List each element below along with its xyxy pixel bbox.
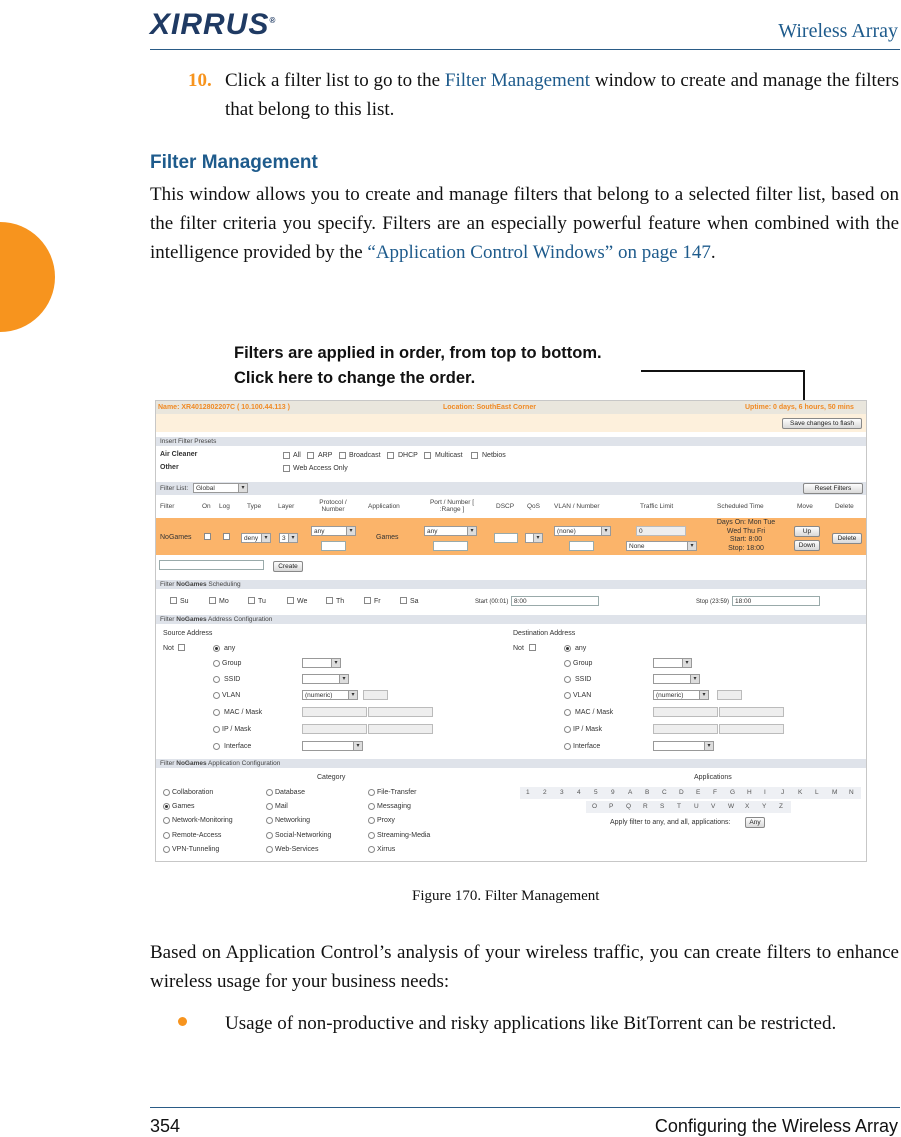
protocol-select[interactable]: any ▾ (311, 526, 356, 536)
app-letter-link[interactable]: Q (626, 803, 632, 810)
dest-ip-radio[interactable] (564, 726, 571, 733)
step-text: Click a filter list to go to the Filter Management window to create and manage the filters that belong to this list. (225, 70, 899, 120)
source-ssid-radio[interactable] (213, 676, 220, 683)
chapter-tab-marker (0, 222, 55, 332)
dest-vlan-radio[interactable] (564, 692, 571, 699)
app-letter-link[interactable]: U (694, 803, 699, 810)
app-letter-link[interactable]: J (781, 789, 785, 796)
app-letter-link[interactable]: M (832, 789, 838, 796)
cat-networking-radio[interactable] (266, 817, 273, 824)
cat-messaging-radio[interactable] (368, 803, 375, 810)
preset-broadcast-checkbox[interactable] (339, 452, 346, 459)
footer-rule (150, 1107, 900, 1108)
app-letter-link[interactable]: D (679, 789, 684, 796)
filter-on-checkbox[interactable] (204, 533, 211, 540)
insert-presets-title: Insert Filter Presets (156, 437, 866, 446)
preset-multicast-checkbox[interactable] (424, 452, 431, 459)
dest-interface-select[interactable] (653, 741, 714, 751)
app-letter-link[interactable]: C (662, 789, 667, 796)
filter-list-select[interactable]: Global ▾ (193, 483, 248, 493)
source-vlan-select[interactable]: (numeric) ▾ (302, 690, 358, 700)
start-time-input[interactable]: 8:00 (511, 596, 599, 606)
source-mac-input[interactable] (302, 707, 367, 717)
app-letter-link[interactable]: G (730, 789, 736, 796)
cat-web-services-radio[interactable] (266, 846, 273, 853)
application-control-link[interactable]: “Application Control Windows” on page 147 (367, 242, 711, 263)
dest-ssid-radio[interactable] (564, 676, 571, 683)
preset-dhcp-checkbox[interactable] (387, 452, 394, 459)
day-mo-checkbox[interactable] (209, 597, 216, 604)
dest-group-radio[interactable] (564, 660, 571, 667)
reset-filters-button[interactable]: Reset Filters (803, 483, 863, 494)
app-letter-link[interactable]: K (798, 789, 803, 796)
app-letter-link[interactable]: E (696, 789, 701, 796)
filter-management-link[interactable]: Filter Management (444, 70, 591, 91)
port-range-input[interactable] (433, 541, 468, 551)
cat-xirrus-radio[interactable] (368, 846, 375, 853)
delete-filter-button[interactable]: Delete (832, 533, 862, 544)
app-letter-link[interactable]: Y (762, 803, 767, 810)
callout-arrow-horizontal (641, 370, 805, 372)
create-filter-button[interactable]: Create (273, 561, 303, 572)
cat-file-transfer-radio[interactable] (368, 789, 375, 796)
app-letter-link[interactable]: R (643, 803, 648, 810)
cat-collaboration-radio[interactable] (163, 789, 170, 796)
source-ssid-select[interactable] (302, 674, 349, 684)
new-filter-name-input[interactable] (159, 560, 264, 570)
preset-arp-checkbox[interactable] (307, 452, 314, 459)
dest-not-checkbox[interactable] (529, 644, 536, 651)
source-vlan-input[interactable] (363, 690, 388, 700)
source-not-checkbox[interactable] (178, 644, 185, 651)
dest-mac-input[interactable] (653, 707, 718, 717)
page-number: 354 (150, 1116, 181, 1136)
source-interface-radio[interactable] (213, 743, 220, 750)
dest-ip-mask-input[interactable] (719, 724, 784, 734)
bullet-dot (178, 1017, 187, 1026)
application-config-title: Filter NoGames Application Configuration (156, 759, 866, 768)
source-group-radio[interactable] (213, 660, 220, 667)
dest-group-select[interactable] (653, 658, 692, 668)
app-letter-link[interactable]: T (677, 803, 681, 810)
save-changes-button[interactable]: Save changes to flash (782, 418, 862, 429)
scheduling-title: Filter NoGames Scheduling (156, 580, 866, 589)
app-letter-link[interactable]: F (713, 789, 717, 796)
app-letter-link[interactable]: Z (779, 803, 783, 810)
step-number: 10. (188, 70, 212, 91)
cat-vpn-tunneling-radio[interactable] (163, 846, 170, 853)
app-letter-link[interactable]: X (745, 803, 750, 810)
app-letter-row-1 (520, 787, 861, 799)
day-su-checkbox[interactable] (170, 597, 177, 604)
source-mac-mask-input[interactable] (368, 707, 433, 717)
header-rule (150, 49, 900, 50)
traffic-limit-input[interactable]: 0 (636, 526, 686, 536)
app-letter-link[interactable]: H (747, 789, 752, 796)
dest-mac-radio[interactable] (564, 709, 571, 716)
bullet-text: Usage of non-productive and risky applications like BitTorrent can be restricted. (225, 1013, 837, 1034)
dest-vlan-select[interactable]: (numeric) ▾ (653, 690, 709, 700)
dest-ssid-select[interactable] (653, 674, 700, 684)
filter-management-screenshot: Name: XR4012802207C ( 10.100.44.113 ) Location: SouthEast Corner Uptime: 0 days, 6 hours, 50 mins Save changes to flash Insert Filter Presets Air Cleaner Other All ARP Broadcast DHCP Multicast Netbios Web Access Only Filter List: Global ▾ Reset Filters Filter On Log Type Layer Protocol / Number Application Port / Number [ :Range ] DSCP QoS VLAN / Number Traffic Limit Scheduled Time Move Delete NoGames deny ▾ 3 ▾ any ▾ Games any ▾ ▾ (none) ▾ 0 None ▾ Days On: Mon Tue Wed Thu Fri Start: 8:00 Stop: 18:00 Up Down Delete Create Filter NoGames Scheduling Su Mo Tu We Th Fr Sa Start (00:01) 8:00 Stop (23:59) 18:00 Filter NoGames Address Configuration Source Address Destination Address Not Not any Group ▾ SSID ▾ VLAN (numeric) ▾ MAC / Mask IP / Mask Interface ▾ any Group ▾ SSID ▾ VLAN (numeric) ▾ MAC / Mask IP / Mask Interface ▾ Filter NoGames Application Configuration Category Applications Collaboration Database File-Transfer Games Mail Messaging Network-Monitoring Networking Proxy Remote-Access Social-Networking Streaming-Media VPN-Tunneling Web-Services Xirrus 1 2 3 4 5 9 A B C D E F G H I J K L M N O P Q R S T U V W X Y Z Apply filter to any, and all, applications: Any (155, 400, 867, 862)
cat-mail-radio[interactable] (266, 803, 273, 810)
status-bar: Name: XR4012802207C ( 10.100.44.113 ) Location: SouthEast Corner Uptime: 0 days, 6 hours, 50 mins (156, 401, 866, 414)
source-vlan-radio[interactable] (213, 692, 220, 699)
vlan-select[interactable]: (none) ▾ (554, 526, 611, 536)
section-heading: Filter Management (150, 152, 318, 173)
app-letter-link[interactable]: O (592, 803, 598, 810)
preset-all-checkbox[interactable] (283, 452, 290, 459)
cat-network-monitoring-radio[interactable] (163, 817, 170, 824)
apply-any-button[interactable]: Any (745, 817, 765, 828)
cat-streaming-media-radio[interactable] (368, 832, 375, 839)
day-we-checkbox[interactable] (287, 597, 294, 604)
figure-caption: Figure 170. Filter Management (412, 888, 600, 904)
app-letter-link[interactable]: W (728, 803, 735, 810)
source-ip-radio[interactable] (213, 726, 220, 733)
traffic-unit-select[interactable]: None ▾ (626, 541, 697, 551)
filter-layer-select[interactable]: 3 ▾ (279, 533, 298, 543)
section-paragraph: This window allows you to create and manage filters that belong to a selected filter list, based on the filter criteria you specify. Filters are an especially powerful feature when combined with the intelligence provided by the “Application Control Windows” on page 147. (150, 184, 899, 263)
footer-title: Configuring the Wireless Array (654, 1116, 898, 1136)
scheduled-time: Days On: Mon Tue Wed Thu Fri Start: 8:00 Stop: 18:00 (716, 519, 776, 552)
app-letter-link[interactable]: 4 (577, 789, 581, 796)
source-ip-mask-input[interactable] (368, 724, 433, 734)
source-mac-radio[interactable] (213, 709, 220, 716)
port-select[interactable]: any ▾ (424, 526, 477, 536)
app-letter-link[interactable]: B (645, 789, 650, 796)
filter-type-select[interactable]: deny ▾ (241, 533, 271, 543)
move-down-button[interactable]: Down (794, 540, 820, 551)
source-ip-input[interactable] (302, 724, 367, 734)
app-letter-row-2 (586, 801, 791, 813)
move-up-button[interactable]: Up (794, 526, 820, 537)
dscp-input[interactable] (494, 533, 518, 543)
figure-callout: Filters are applied in order, from top to bottom. Click here to change the order. (234, 344, 602, 387)
dest-vlan-input[interactable] (717, 690, 742, 700)
preset-web-access-checkbox[interactable] (283, 465, 290, 472)
dest-any-radio[interactable] (564, 645, 571, 652)
filter-log-checkbox[interactable] (223, 533, 230, 540)
app-letter-link[interactable]: 5 (594, 789, 598, 796)
header-title: Wireless Array (778, 20, 898, 42)
cat-remote-access-radio[interactable] (163, 832, 170, 839)
day-fr-checkbox[interactable] (364, 597, 371, 604)
app-letter-link[interactable]: 1 (526, 789, 530, 796)
app-letter-link[interactable]: N (849, 789, 854, 796)
cat-games-radio[interactable] (163, 803, 170, 810)
app-letter-link[interactable]: V (711, 803, 716, 810)
preset-netbios-checkbox[interactable] (471, 452, 478, 459)
day-sa-checkbox[interactable] (400, 597, 407, 604)
dest-ip-input[interactable] (653, 724, 718, 734)
day-th-checkbox[interactable] (326, 597, 333, 604)
cat-proxy-radio[interactable] (368, 817, 375, 824)
paragraph-2: Based on Application Control’s analysis of your wireless traffic, you can create filters to enhance wireless usage for your business needs: (150, 942, 899, 992)
source-group-select[interactable] (302, 658, 341, 668)
source-interface-select[interactable] (302, 741, 363, 751)
app-letter-link[interactable]: A (628, 789, 633, 796)
app-letter-link[interactable]: L (815, 789, 819, 796)
cat-social-networking-radio[interactable] (266, 832, 273, 839)
dest-mac-mask-input[interactable] (719, 707, 784, 717)
day-tu-checkbox[interactable] (248, 597, 255, 604)
app-letter-link[interactable]: 3 (560, 789, 564, 796)
app-letter-link[interactable]: 9 (611, 789, 615, 796)
xirrus-logo: XIRRUS® (150, 8, 277, 41)
protocol-number-input[interactable] (321, 541, 346, 551)
vlan-number-input[interactable] (569, 541, 594, 551)
app-letter-link[interactable]: 2 (543, 789, 547, 796)
stop-time-input[interactable]: 18:00 (732, 596, 820, 606)
app-letter-link[interactable]: I (764, 789, 766, 796)
app-letter-link[interactable]: P (609, 803, 614, 810)
dest-interface-radio[interactable] (564, 743, 571, 750)
cat-database-radio[interactable] (266, 789, 273, 796)
address-config-title: Filter NoGames Address Configuration (156, 615, 866, 624)
source-any-radio[interactable] (213, 645, 220, 652)
filter-row-nogames[interactable]: NoGames deny ▾ 3 ▾ any ▾ Games any ▾ ▾ (none) ▾ 0 None ▾ Days On: Mon Tue Wed Thu Fri Start: 8:00 Stop: 18:00 Up Down Delete (156, 518, 866, 555)
app-letter-link[interactable]: S (660, 803, 665, 810)
qos-select[interactable] (525, 533, 543, 543)
